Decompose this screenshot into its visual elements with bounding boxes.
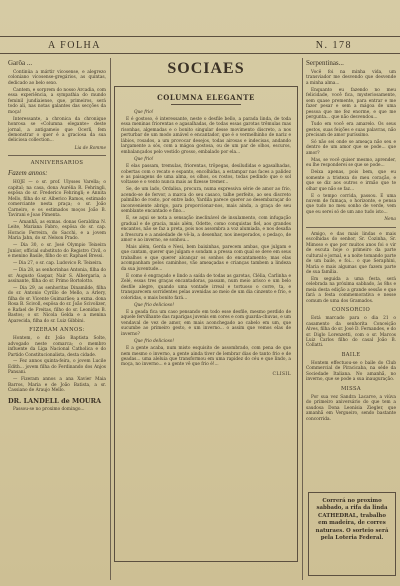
signature: Nena [384,217,396,223]
title-underline [171,104,241,105]
right-column [306,58,396,423]
paragraph: Continúa a mártir vicosense, e alegrezo coloniano vicosense-gregários, as quintas, dedicado ao belo sexo. [8,70,106,86]
anniversaries-subtitle: Fazem annos: [8,169,48,178]
column-divider [110,58,111,580]
paragraph: — Amanhã, as exmas. donas Geraldina N. Leite, Mariana Fabro, espôsa do sr. cap. Horacio Ferreira, do Sacchi, e a jovem Maria Jahn, do sr. Nelson Prado. [8,220,106,242]
paragraph: Deixa apenas, pois bem, que eu somente a tristeza do meu coração, e que se diz aos outros e irmão que te olhar que não se faz... [306,170,396,192]
paragraph: Só não sei onde se ameaça não seu e dentro de um amor que se pode... que amor? [306,139,396,156]
columna-elegante-box [114,86,298,562]
paragraph: E a geada fica um caso pensando em todo esse desfile, mesmo perdido de aquele fervilhante das raparigas juvenis em cores e com guarda-chuvas, e um vendaval de vez de amor, em mais aconchegado ao cabelo em um, que sucumbe ao primeiro gesto, e um inverno... o assim que vemos elas de inverno? [121,309,291,337]
paragraph: — Fez annos quinta-feira, o jovem Lucile Edith... jovem filha do Ferdinando dos Anjos Pansani. [8,359,106,376]
signature: Lia de Romme [74,145,106,151]
paragraph: E a gente acaba, num misto esquisito de assombrado, com pena de que nem mesmo o inverno, a gente ainda tiver de lembrar dias de tanto frio e de geadas... uma aleluia que transformou em uma rapidez do céu e que lindo, a moça, no inverno... e a gente vê que frio é!... [121,346,291,368]
anniversaries-title: ANNIVERSARIOS [30,160,84,167]
newspaper-title: A FOLHA [48,40,102,51]
paragraph: E, se aqui se nota a sensação ineclinável de insulamento, com infugação gradual e de gracia, mais além, Odette, como conquistas fiel, aos grandes encantos, não se faz a preta, pois nos assombra a voz alumiada, e nos desafia a frescura e a ansiedade de vê-la, a desenhar, nos inesperados, o pedaço, de amor e ao inverno, se sonhou... [121,216,291,243]
paragraph: — Fizeram annos a ana Xavier Maia Barros, Maria e de João Batista, a sr. Cassiano de Araujo Mello. [8,377,106,394]
paragraph: Está marcado para o dia 21 o casamento da senhorita Conceição Alves, filha do sr. José D. Fernandes, e do sr. Diglo Lorenzetti, com o sr. Marcos Luiz Carlos filho do casal João B. Collatti. [306,316,396,349]
paragraph: Amigo, e das mais lindas e mais escolhidas do senhor, Sr. Cozinha, Sr. Mimoso e que por muitos anos foi o vir de escuta hoje o primeiro da parte cultural e jornal, e a noite tomando parte de um baile, e foi... o que Seraphini, Maria e mais algumas que fazem parte de sua família. [306,231,396,275]
exclamation: Que frio delicioso! [134,339,175,345]
middle-column [114,58,298,562]
paragraph: Enquanto eu fazendo no meu felicidade, você fica, mysteriosamente, sem quase premente, para entrar e me fazer pesar e sem a mágoa de uma pessoa que me fez enorme, e que me pergunta... que não desvendou... [306,87,396,121]
paragraph: Cantem, e sorprem do nosso Arcadia, com essa experiência, a sympathia do mundo feminil jundiaiense, que, primeiros, será todo ali, nas notas galantes das secções da moça! [8,87,106,115]
divider [8,155,106,156]
paragraph: Tudo em você era amarelo. Os seus gestos, suas feições e suas palavras, não precisam de amor puríssimo. [306,122,396,138]
paragraph: Mas, se você quiser mesmo, aprender, eu lhe responderei se que se pode... [306,157,396,169]
consorcio-title: CONSORCIO [331,307,371,314]
paragraph: Você foi na minha vida, um transviador me desvendo que desvende a minha alma... [306,70,396,86]
paragraph: E como é engraçado e lindo a saída de todas as garotas, Clélia, Carlinha e Zelé, essas tres graças encantadoras, passam, num meio arisco e um belo desfile alegre, quando uma vontade irreal e tortuoso o corre, ta, e transparecem sorridentes pelas avenidas ao meio de um dia cinzento e frio, e coloridas, o mais bonito fará... [121,273,291,301]
box-title: COLUMNA ELEGANTE [157,93,255,102]
paragraph: E é gostoso, é interessante, neste o desfile bello, a parada linda, de toda essa meninas friorentas e agasalhadas, de todas essas garotas trêmulas mas risonhas, algemadas e o bonito singular desse movimento discreto, a nos perturbar de um modo amável e encantador, que é o vermelhinho de nariz e lábios, rosados, a um provocar desejos, todas airosas e indecisas, andando largamente a sós, com a mágoa gostosa, ou de um par de olhos, escuros, embalançados pelo vestido grosso, embalado por ela... [121,116,291,155]
sociaes-masthead: SOCIAES [167,60,245,77]
paragraph: Se, de um lado, Ordalisa, procura, numa expressiva série de amor ao frio, acendo-se de fervor, a marca do seu casaco, talhe perfeito, ao seu discreto palmilho de rosto, por entre lado, Yardila parece querer ao desembaraçar do inconveniente abrigo, para proporcionar-nos, mais ainda, a graça de seu semblante encantado e fino... [121,187,291,215]
section-title-garoa: Garôa ... [8,59,33,67]
paragraph: — Dia 27, o sr. cap. Ludovico R. Teixeira. [13,261,103,267]
paragraph: Mais além, Gerda e Nesi, bem baixinhas, parecem ambas, que julgam e que cantam, querer que julgam e sondam a pressa com qual se deve em seus trabalhos e que querer alcançar os sonhos do encantamento; mas elas acompanham pelos caminhos, vão ameaçadas e crianças tambem a lindeza da sua juventude... [121,244,291,272]
paragraph: Em seguida a uma festa, será celebrada na próxima sabbado, às 8hs e meia desta edição a grande sessão e que fará a festa commemorativa e nesse comum de uma dos Gramados. [306,276,396,304]
paragraph: E o tempo corrida, passou. E uma nuvem de fumaça, o horizonte, e pensa que tudo no meu sonho de verde, vem que eu serei só de um ano tudo isto... [306,193,396,215]
paragraph: Por sua vez Sandra Lacarve, a viúva do primeiro aniversário do que tem a saudosa Dona Leonísia Ziegler, que amanhã em Vergueiro, sendo bastante concorrida. [306,394,396,422]
paragraph: Hontem, o dr. João Baptista Solte, advogado neste comarca; o membro influente da Liga Nacional Catholica e do Partido Constitucionalista, desta cidade. [8,336,106,358]
raffle-advertisement: Correrá no proximo sabbado, a rifa da linda CATHEDRAL, trabalho em madeira, de corres naturaes. O sorteio será pela Loteria Federal. [308,492,396,576]
exclamation: Que frio delicioso! [134,302,175,308]
left-column [8,58,106,414]
exclamation: Que frio! [134,157,154,163]
column-divider [302,58,303,580]
divider [306,227,396,228]
baile-title: BAILE [341,351,361,358]
page-header [0,36,400,54]
paragraph: HOJE — o sr. prof. Ulysses Varella; o capital; na casa, dona Aurélia R. Fehringli, espôsa do sr. Frederico Fehringli; e Annita Mello, filha do sr. Alberico Ramos, estimado comerciante nesta praça; o sr. João Carneiro, e os estimados moços João B. Tavirani e Joao Pimenta. [8,180,106,219]
paragraph: E elas passam, tremulas, friorentas, trôpegas, desiludidas e agasalhadas, cobertas com o recato e espanto, encolhidas, a estampar nas faces a palidez e as paisagens de uma alma, os olhos, os rostos, todas pedindo que o sol voltasse e o vento nunca mais as fizesse tremer... [121,164,291,186]
paragraph: Interessante, a chronica da chronique honrosa se «Columna elegante» deste jornal, a antigameio que Ocerlí, fem demonstrar o quer é a graciosa da sua deliciosa collection... [8,116,106,144]
doctor-heading: DR. LANDELL de MOURA [8,396,102,405]
exclamation: Que frio! [134,110,154,115]
paragraph: Hontem effectuou-se o baile do Club Commercial de Piracicaba, na séde da Sociedade Italiana. No amanhã, no inverno, que se pode a sua inauguração. [306,360,396,383]
section-title-serpentinas: Serpentinas... [306,59,344,67]
box-signature: CLISIL [272,371,291,377]
missa-title: MISSA [340,385,362,392]
issue-number: N. 178 [315,40,352,51]
paragraph: — Dia 28, as senhorinhas Antonia, filha do sr. Augusto Gaspar, Nair S. Albergaria, a assinante, filha do sr. Primo Bortolotto. [8,268,106,285]
paragraph: — Dia 29, as senhoritas Dinamilde, filha do sr. Antonio Cyrillo de Mello, a Arlery, filha do sr. Vicente Guimarães; a exma. dona Rosa B. Scivoll, espôsa do sr. João Scivolizer, e Rafael de Freitas, filho do sr. Leonidas B. Bastos; o sr. Nicola Gelda e a menina Aparecida, filha do sr. Luiz Gibbini. [8,286,106,324]
fizeram-title: FIZERAM ANNOS: [29,327,85,334]
paragraph: Passou-se no proximo domingo... [13,406,85,412]
paragraph: — Dia 30, o sr. José Olympio Teixeira Junior, official substituto do Registro Civil, o e menino Basile, filho do sr. Raphael Bressi. [8,243,106,260]
